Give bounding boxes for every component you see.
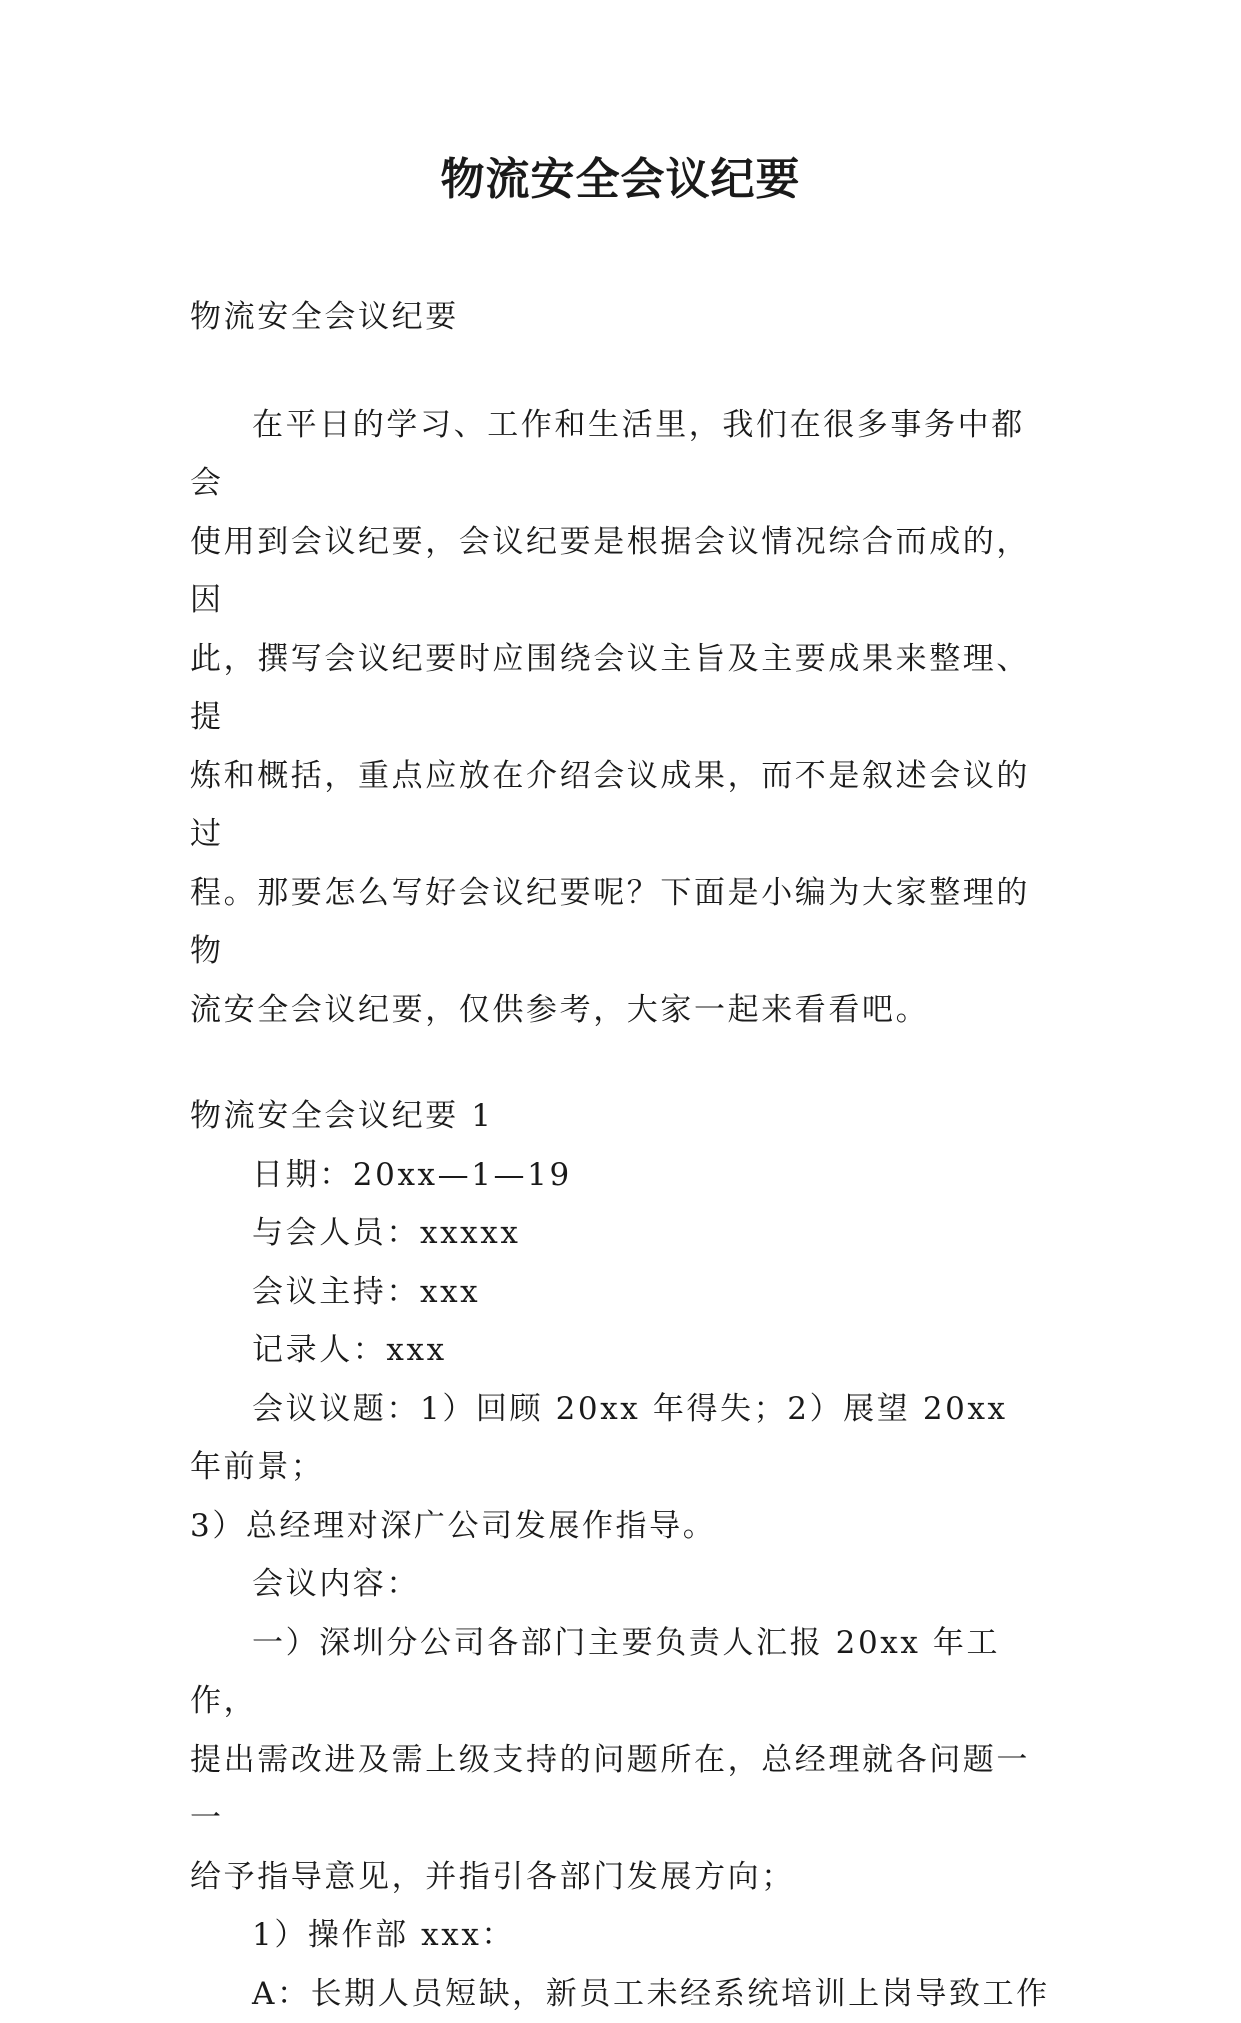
intro-paragraph <box>190 396 1050 1040</box>
point-a-line: A：长期人员短缺，新员工未经系统培训上岗导致工作 <box>190 1965 1050 2023</box>
intro-line: 使用到会议纪要，会议纪要是根据会议情况综合而成的，因 <box>190 513 1050 630</box>
spacer <box>190 1039 1050 1087</box>
topics-line: 会议议题：1）回顾 20xx 年得失；2）展望 20xx 年前景； <box>190 1380 1050 1497</box>
section-heading: 物流安全会议纪要 1 <box>190 1087 1050 1146</box>
item-line: 给予指导意见，并指引各部门发展方向； <box>190 1848 1050 1907</box>
item-line: 提出需改进及需上级支持的问题所在，总经理就各问题一一 <box>190 1731 1050 1848</box>
intro-line: 程。那要怎么写好会议纪要呢？下面是小编为大家整理的物 <box>190 864 1050 981</box>
operations-dept-line: 1）操作部 xxx： <box>190 1906 1050 1965</box>
meeting-recorder: 记录人：xxx <box>190 1321 1050 1380</box>
document-subtitle: 物流安全会议纪要 <box>190 288 1050 347</box>
item-line: 一）深圳分公司各部门主要负责人汇报 20xx 年工作， <box>190 1614 1050 1731</box>
meeting-date: 日期：20xx—1—19 <box>190 1146 1050 1205</box>
meeting-content-label: 会议内容： <box>190 1555 1050 1614</box>
meeting-attendees: 与会人员：xxxxx <box>190 1204 1050 1263</box>
document-body <box>190 288 1050 2023</box>
content-item-1 <box>190 1614 1050 1907</box>
document-title: 物流安全会议纪要 <box>0 150 1241 210</box>
meeting-topics <box>190 1380 1050 1556</box>
topics-line: 3）总经理对深广公司发展作指导。 <box>190 1497 1050 1556</box>
intro-line: 炼和概括，重点应放在介绍会议成果，而不是叙述会议的过 <box>190 747 1050 864</box>
intro-line: 流安全会议纪要，仅供参考，大家一起来看看吧。 <box>190 981 1050 1040</box>
intro-line: 此，撰写会议纪要时应围绕会议主旨及主要成果来整理、提 <box>190 630 1050 747</box>
meeting-host: 会议主持：xxx <box>190 1263 1050 1322</box>
intro-line: 在平日的学习、工作和生活里，我们在很多事务中都会 <box>190 396 1050 513</box>
spacer <box>190 347 1050 396</box>
